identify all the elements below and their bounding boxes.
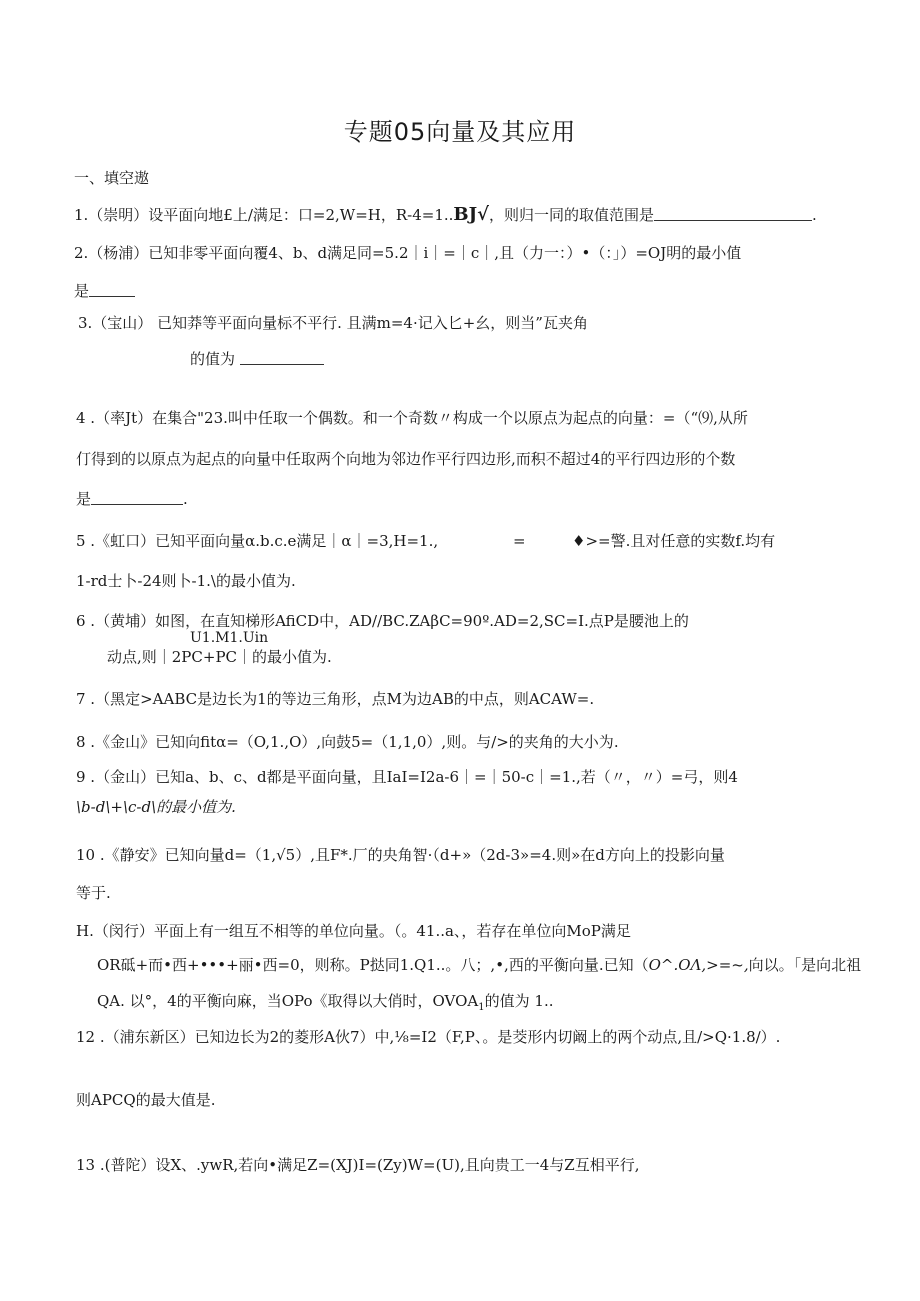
problem-2-cont [74,281,135,301]
problem-4-cont: 仃得到的以原点为起点的向量中任取两个向地为邻边作平行四边形,而积不超过4的平行四边形的个数 [76,450,736,468]
section-heading: 一、填空遨 [74,169,150,187]
problem-7: 7 .（黑定>AABC是边长为1的等边三角形，点M为边AB的中点，则ACAW=. [76,690,595,708]
problem-text: O^.OΛ,>=~, [648,956,749,974]
problem-11-cont2 [97,991,554,1018]
problem-11-cont [97,955,861,975]
problem-3-cont [190,349,324,369]
problem-9: 9 .（金山）已知a、b、c、d都是平面向量，且IaI=I2a-6｜=｜50-c｜=1.,若（〃，〃）=弓，则4 [76,768,738,786]
problem-12-cont: 则APCQ的最大值是. [76,1091,216,1109]
problem-10-cont: 等于. [76,884,111,902]
problem-text: 1 [478,1002,485,1013]
problem-8: 8 .《金山》已知向fitα=（O,1.,O）,向鼓5=（1,1,0）,则。与/>的夹角的大小为. [76,733,619,751]
problem-3: 3.（宝山） 已知莽等平面向量标不平行. 且满m=4·记入匕+幺，则当”瓦夹角 [78,314,588,332]
problem-text: 的值为 [190,350,236,368]
answer-blank [89,282,135,297]
problem-13: 13 .(普陀）设X、.ywR,若向•满足Z=(XJ)I=(Zy)W=(U),且向贵工一4与Z互相平行, [76,1156,640,1174]
problem-11: H.（闵行）平面上有一组互不相等的单位向量。（。41..a、，若存在单位向MoP满足 [76,922,631,940]
problem-6-sub: U1.M1.Uin [190,630,269,646]
problem-1: 1.（崇明）设平面向地£上/满足：口=2,W=H，R-4=1..BJ√，则归一同的取值范围是 . [74,204,817,225]
problem-2: 2.（杨浦）已知非零平面向覆4、b、d满足同=5.2｜i｜=｜c｜,且（力一：）•（：」）=OJ明的最小值 [74,244,742,262]
problem-text: ♦>=警.且对任意的实数f.均有 [572,532,776,550]
problem-text: 1.（崇明）设平面向地£上/满足：口=2,W=H，R-4=1.. [74,206,454,224]
problem-text: BJ√ [453,204,489,225]
problem-text: 向以。「是向北祖 [748,956,862,974]
problem-text: OR砥+而•西+•••+丽•西=0，则称。P挞同1.Q1..。八；,•,西的平衡向量.已知（ [97,956,649,974]
answer-blank [91,490,183,505]
problem-12: 12 .（浦东新区）已知边长为2的菱形A伙7）中,⅛=I2（F,P、。是茭形内切阚上的两个动点,且/>Q·1.8∕）. [76,1028,781,1046]
problem-4: 4 .（率Jt）在集合"23.叫中任取一个偶数。和一个奇数〃构成一个以原点为起点的向量：=（“⑼,从所 [76,409,748,427]
problem-text: 5 .《虹口）已知平面向量α.b.c.e满足｜α｜=3,H=1., [76,532,439,550]
problem-5-cont: 1-rd士卜-24则卜-1.\的最小值为. [76,572,296,590]
answer-blank [240,350,324,365]
problem-text: QA. 以°，4的平衡向麻，当OPo《取得以大俏时，OVOA [97,992,479,1010]
problem-4-cont2: 是 . [76,490,188,508]
page-title: 专题05向量及其应用 [343,118,577,146]
problem-text: = [513,532,526,550]
problem-text: 是 [76,490,92,508]
problem-10: 10 .《静安》已知向量d=（1,√5）,且F*.厂的央角智·（d+»（2d-3»=4.则»在d方向上的投影向量 [76,846,725,864]
problem-text: ，则归一同的取值范围是 [488,206,654,224]
problem-5 [76,531,776,551]
problem-6-cont: 动点,则｜2PC+PC｜的最小值为. [107,648,332,666]
problem-6: 6 .（黄埔）如图，在直知梯形AfiCD中，AD//BC.ZAβC=90º.AD=2,SC=I.点P是腰池上的 [76,612,689,630]
problem-text: 的值为 1.. [484,992,554,1010]
problem-9-cont: \b-d\+\c-d\的最小值为. [76,798,236,816]
answer-blank [654,206,812,221]
problem-text: 是 [74,282,90,300]
